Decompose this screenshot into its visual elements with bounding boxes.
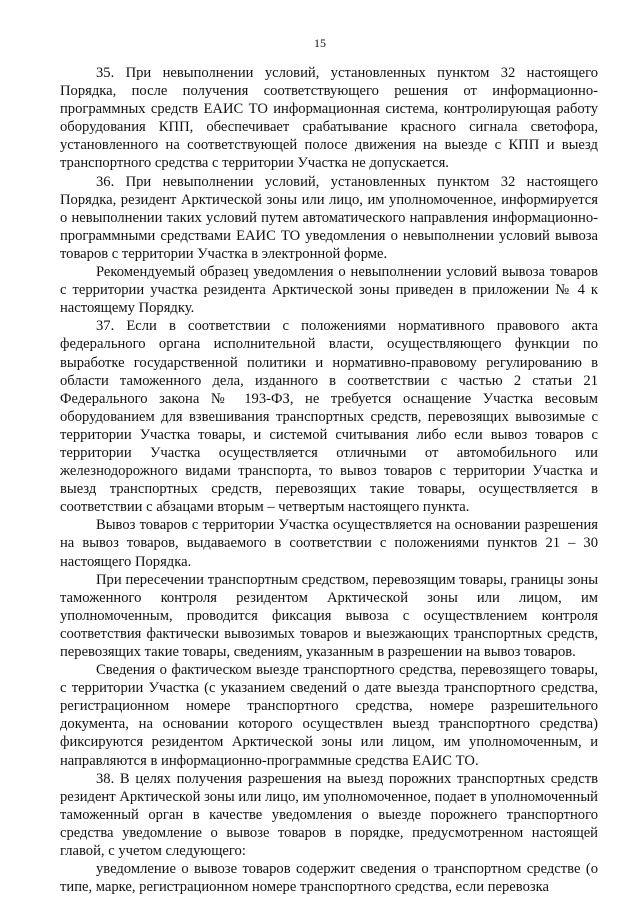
paragraph-36: 36. При невыполнении условий, установленных пунктом 32 настоящего Порядка, резидент Арктической зоны или лицо, им уполномоченное, информируется о невыполнении таких условий путем автоматического направления информационно-программными средствами ЕАИС ТО уведомления о невыполнении условий вывоза товаров с территории Участка в электронной форме. [60,173,598,262]
paragraph-36-sample-note: Рекомендуемый образец уведомления о невыполнении условий вывоза товаров с территории участка резидента Арктической зоны приведен в приложении № 4 к настоящему Порядку. [60,264,598,317]
document-body [60,64,598,896]
paragraph-37-departure-info: Сведения о фактическом выезде транспортного средства, перевозящего товары, с территории Участка (с указанием сведений о дате выезда транспортного средства, регистрационном номере транспортного средства, номере разрешительного документа, на основании которого осуществлен выезд транспортного средства) фиксируются резидентом Арктической зоны или лицом, им уполномоченным, и направляются в информационно-программные средства ЕАИС ТО. [60,662,598,769]
paragraph-37: 37. Если в соответствии с положениями нормативного правового акта федерального органа исполнительной власти, осуществляющего функции по выработке государственной политики и нормативно-правовому регулированию в области таможенного дела, изданного в соответствии с частью 2 статьи 21 Федерального закона № 193-ФЗ, не требуется оснащение Участка весовым оборудованием для взвешивания транспортных средств, перевозящих вывозимые с территории Участка товары, и системой считывания либо если вывоз товаров с территории Участка осуществляется отличными от автомобильного или железнодорожного видами транспорта, то вывоз товаров с территории Участка и выезд транспортных средств, перевозящих такие товары, осуществляется в соответствии с абзацами вторым – четвертым настоящего пункта. [60,318,598,516]
paragraph-37-export-permit: Вывоз товаров с территории Участка осуществляется на основании разрешения на вывоз товаров, выдаваемого в соответствии с положениями пунктов 21 – 30 настоящего Порядка. [60,517,598,570]
paragraph-35: 35. При невыполнении условий, установленных пунктом 32 настоящего Порядка, после получения соответствующего решения от информационно-программных средств ЕАИС ТО информационная система, контролирующая работу оборудования КПП, обеспечивает срабатывание красного сигнала светофора, установленного на соответствующей полосе движения на выезде с КПП и выезд транспортного средства с территории Участка не допускается. [60,65,598,172]
page-number: 15 [314,36,326,50]
paragraph-38: 38. В целях получения разрешения на выезд порожних транспортных средств резидент Арктической зоны или лицо, им уполномоченное, подает в уполномоченный таможенный орган в качестве уведомления о выезде порожнего транспортного средства уведомление о вывозе товаров в порядке, предусмотренном настоящей главой, с учетом следующего: [60,770,598,860]
paragraph-37-border-crossing: При пересечении транспортным средством, перевозящим товары, границы зоны таможенного контроля резидентом Арктической зоны или лицом, им уполномоченным, проводится фиксация вывоза с осуществлением контроля соответствия фактически вывозимых товаров и выезжающих транспортных средств, перевозящих такие товары, сведениям, указанным в разрешении на вывоз товаров. [60,571,598,660]
paragraph-38-notification: уведомление о вывозе товаров содержит сведения о транспортном средстве (о типе, марке, регистрационном номере транспортного средства, если перевозка [60,861,598,896]
